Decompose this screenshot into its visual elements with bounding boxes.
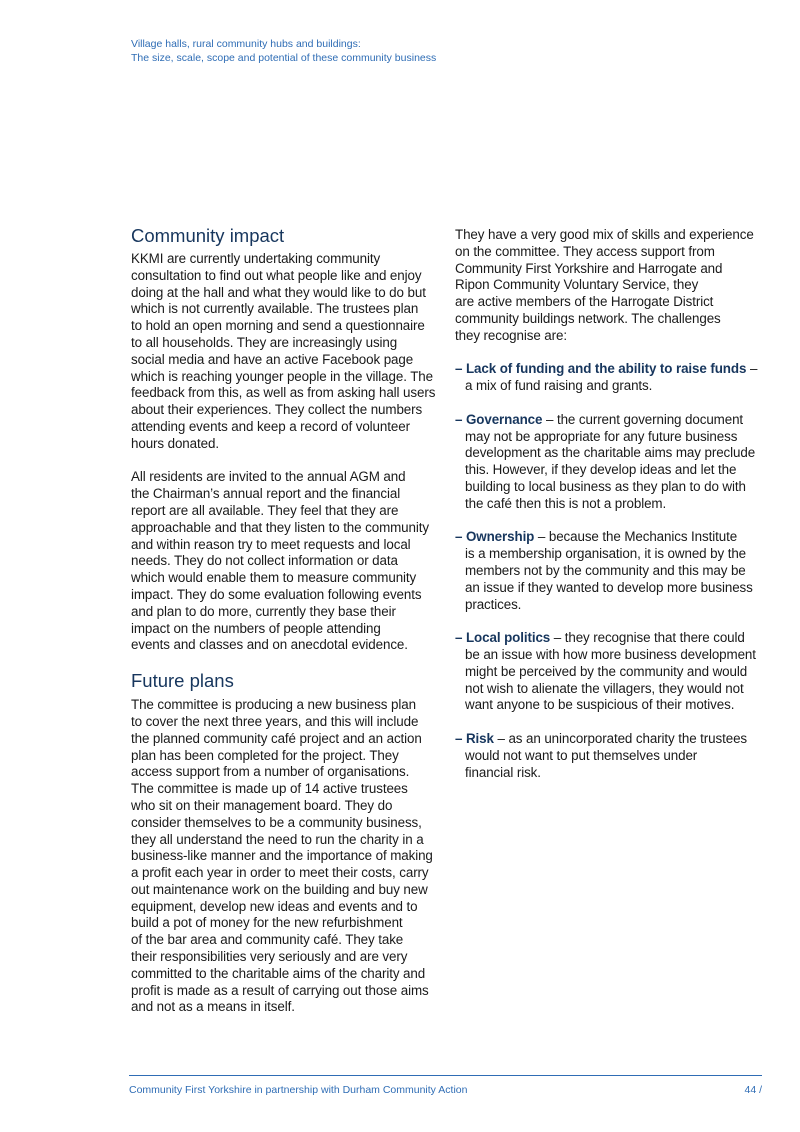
future-plans-para (131, 697, 441, 1016)
intro-para (455, 227, 765, 345)
text-line: hours donated. (131, 435, 219, 451)
text-line: access support from a number of organisations. (131, 764, 410, 780)
text-line: needs. They do not collect information or data (131, 553, 398, 569)
text-line: approachable and that they listen to the community (131, 519, 429, 535)
text-line: The committee is made up of 14 active trustees (131, 781, 408, 797)
challenge-text: – because the Mechanics Institute (534, 529, 738, 545)
challenge-local-politics (455, 630, 765, 714)
text-line: might be perceived by the community and would (465, 663, 748, 679)
challenge-term: Lack of funding and the ability to raise funds (465, 361, 747, 377)
challenge-term: Governance (465, 411, 543, 427)
challenge-term: Local politics (465, 630, 551, 646)
footer-rule (129, 1075, 762, 1076)
text-line: consider themselves to be a community business, (131, 814, 422, 830)
challenge-ownership (455, 529, 765, 613)
text-line: to hold an open morning and send a questionnaire (131, 318, 425, 334)
text-line: which would enable them to measure community (131, 570, 417, 586)
left-column (131, 226, 441, 1016)
text-line: building to local business as they plan to do with (465, 478, 746, 494)
community-impact-para-1 (131, 251, 441, 453)
text-line: be an issue with how more business development (465, 646, 756, 662)
text-line: and not as a means in itself. (131, 999, 295, 1015)
text-line: The committee is producing a new business plan (131, 697, 416, 713)
text-line: who sit on their management board. They do (131, 797, 393, 813)
challenge-term: Risk (465, 730, 494, 746)
text-line: this. However, if they develop ideas and let the (465, 462, 737, 478)
running-header (131, 37, 436, 65)
text-line: on the committee. They access support from (455, 243, 715, 259)
right-column (455, 227, 765, 781)
text-line: not wish to alienate the villagers, they would not (465, 680, 744, 696)
dash-term: – Lack of funding and the ability to raise funds (455, 361, 747, 377)
text-line: they recognise are: (455, 327, 567, 343)
challenge-governance (455, 412, 765, 513)
text-line: feedback from this, as well as from asking hall users (131, 385, 436, 401)
challenge-text: – as an unincorporated charity the trustees (493, 730, 748, 746)
page-number: 44 / (744, 1084, 762, 1096)
header-line-2: The size, scale, scope and potential of these community business (131, 52, 437, 64)
text-line: is a membership organisation, it is owned by the (465, 546, 747, 562)
text-line: are active members of the Harrogate District (455, 294, 714, 310)
text-line: business-like manner and the importance of making (131, 848, 433, 864)
header-line-1: Village halls, rural community hubs and buildings: (131, 38, 361, 50)
challenge-risk (455, 731, 765, 781)
text-line: members not by the community and this may be (465, 562, 746, 578)
text-line: They have a very good mix of skills and experience (455, 227, 754, 242)
text-line: All residents are invited to the annual AGM and (131, 469, 406, 485)
text-line: about their experiences. They collect the numbers (131, 402, 423, 418)
dash-term: – Governance (455, 411, 543, 427)
text-line: to cover the next three years, and this will include (131, 713, 419, 729)
text-line: events and classes and on anecdotal evidence. (131, 637, 408, 653)
text-line: report are all available. They feel that they are (131, 502, 399, 518)
dash-term: – Local politics (455, 630, 551, 646)
text-line: the planned community café project and an action (131, 730, 422, 746)
text-line: impact. They do some evaluation following events (131, 586, 422, 602)
text-line: Community First Yorkshire and Harrogate and (455, 260, 723, 276)
text-line: community buildings network. The challenges (455, 310, 721, 326)
text-line: they all understand the need to run the charity in a (131, 831, 424, 847)
heading-future-plans: Future plans (131, 670, 234, 692)
text-line: social media and have an active Facebook page (131, 351, 414, 367)
text-line: an issue if they wanted to develop more business (465, 579, 753, 595)
text-line: and plan to do more, currently they base their (131, 603, 396, 619)
text-line: the Chairman’s annual report and the financial (131, 486, 401, 502)
text-line: plan has been completed for the project. They (131, 747, 399, 763)
text-line: out maintenance work on the building and buy new (131, 881, 428, 897)
text-line: a mix of fund raising and grants. (465, 378, 653, 394)
challenge-term: Ownership (465, 529, 535, 545)
text-line: doing at the hall and what they would like to do but (131, 284, 426, 300)
dash-term: – Ownership (455, 529, 535, 545)
text-line: KKMI are currently undertaking community (131, 251, 381, 266)
text-line: of the bar area and community café. They take (131, 932, 404, 948)
text-line: the café then this is not a problem. (465, 495, 667, 511)
text-line: Ripon Community Voluntary Service, they (455, 277, 699, 293)
text-line: impact on the numbers of people attending (131, 620, 381, 636)
text-line: financial risk. (465, 764, 541, 780)
text-line: practices. (465, 596, 522, 612)
text-line: their responsibilities very seriously and are very (131, 949, 408, 965)
text-line: development as the charitable aims may preclude (465, 445, 756, 461)
footer-credit: Community First Yorkshire in partnership with Durham Community Action (129, 1084, 468, 1096)
dash-term: – Risk (455, 730, 494, 746)
text-line: want anyone to be suspicious of their motives. (465, 697, 735, 713)
challenge-text: – they recognise that there could (550, 630, 745, 646)
text-line: a profit each year in order to meet their costs, carry (131, 865, 429, 881)
challenge-text: – the current governing document (542, 411, 744, 427)
text-line: build a pot of money for the new refurbishment (131, 915, 403, 931)
text-line: may not be appropriate for any future business (465, 428, 738, 444)
challenge-text: – (746, 361, 758, 377)
heading-community-impact: Community impact (131, 225, 285, 246)
text-line: which is reaching younger people in the village. The (131, 368, 433, 384)
text-line: equipment, develop new ideas and events and to (131, 898, 418, 914)
text-line: consultation to find out what people like and enjoy (131, 267, 422, 283)
text-line: which is not currently available. The trustees plan (131, 301, 419, 317)
challenge-funding (455, 361, 765, 395)
text-line: attending events and keep a record of volunteer (131, 418, 410, 434)
text-line: committed to the charitable aims of the charity and (131, 965, 426, 981)
text-line: to all households. They are increasingly using (131, 334, 398, 350)
text-line: would not want to put themselves under (465, 747, 698, 763)
community-impact-para-2 (131, 469, 441, 654)
text-line: profit is made as a result of carrying out those aims (131, 982, 429, 998)
text-line: and within reason try to meet requests and local (131, 536, 411, 552)
